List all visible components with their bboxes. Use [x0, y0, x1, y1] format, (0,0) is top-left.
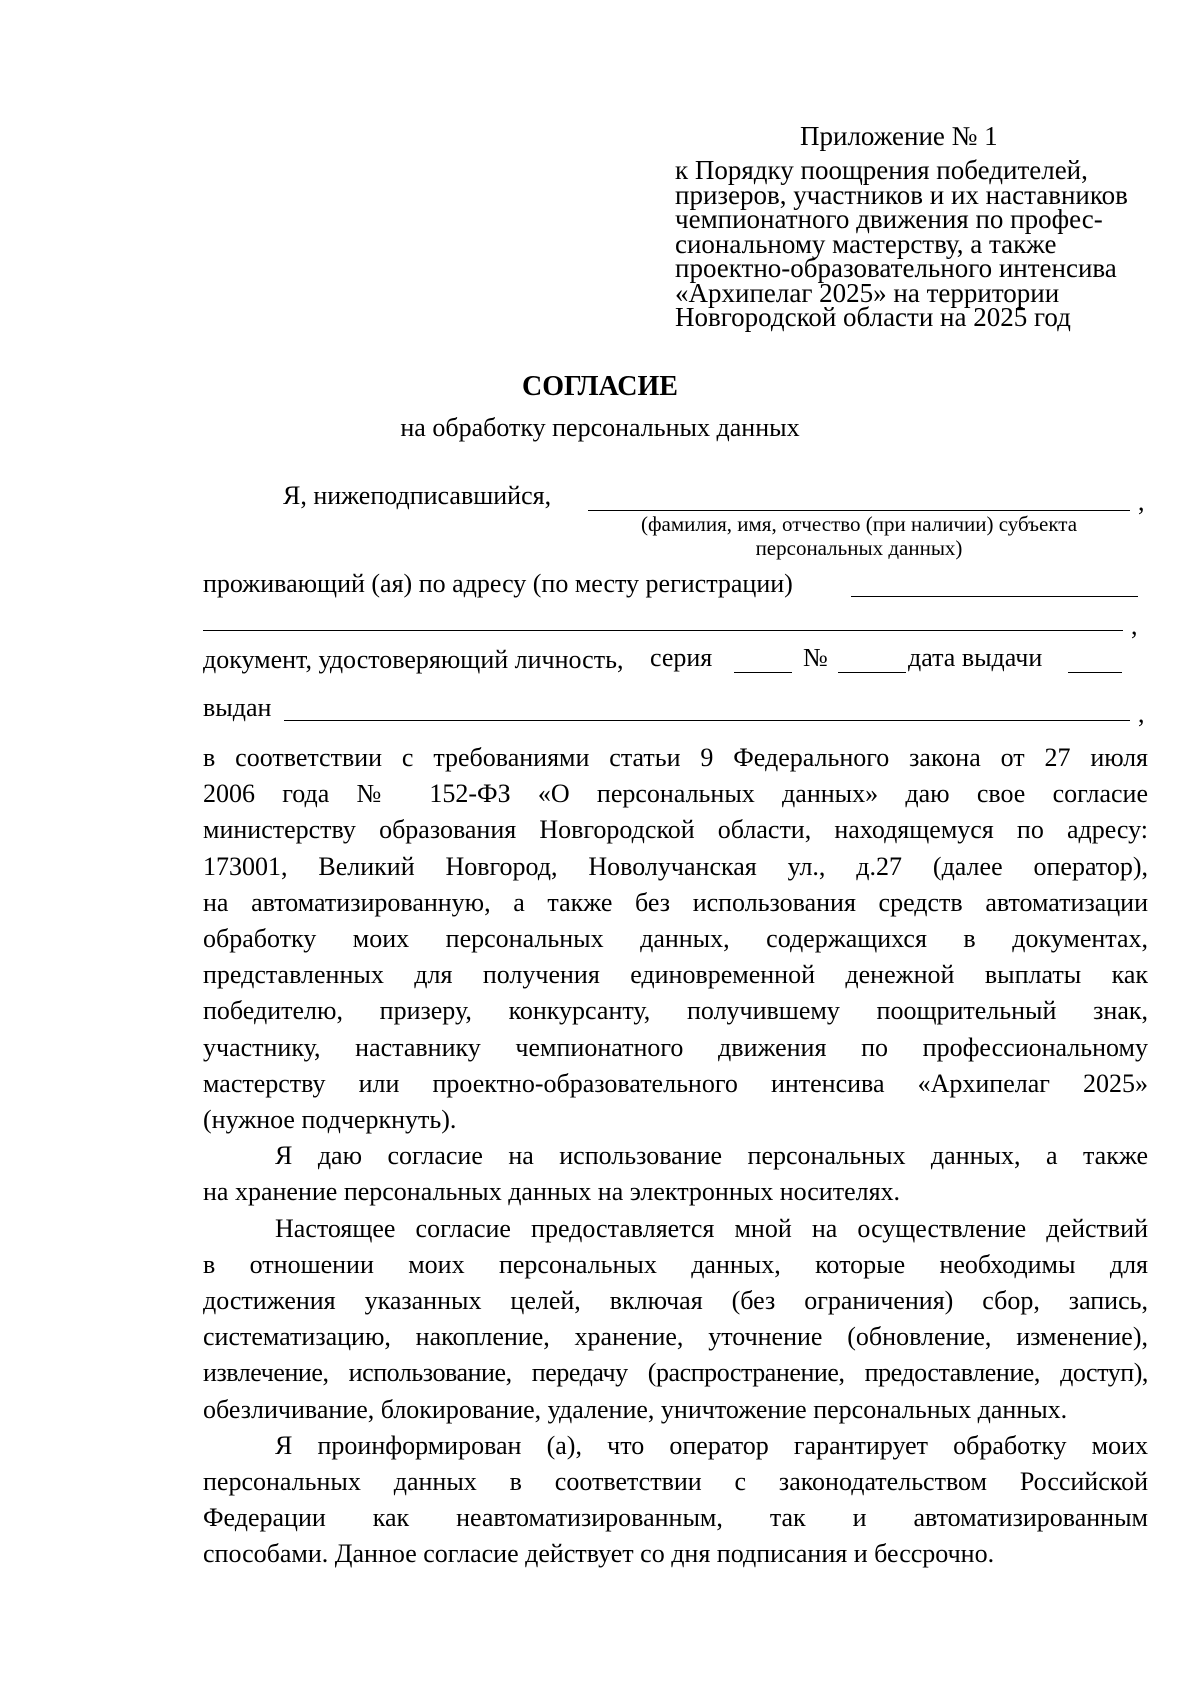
signer-name-field[interactable] — [588, 510, 1130, 511]
text-line: участнику, наставнику чемпионатного движения по профессиональному — [203, 1032, 1148, 1062]
text-line: Я проинформирован (а), что оператор гарантирует обработку моих — [275, 1430, 1148, 1460]
paragraph-guarantee — [203, 1428, 1148, 1573]
text-line: мастерству или проектно-образовательного интенсива «Архипелаг 2025» — [203, 1068, 1148, 1098]
appendix-description — [675, 155, 1145, 332]
text-line: обработку моих персональных данных, содержащихся в документах, — [203, 924, 1148, 954]
text-line: представленных для получения единовременной денежной выплаты как — [203, 960, 1148, 990]
document-title: СОГЛАСИЕ — [522, 371, 678, 402]
appendix-title: Приложение № 1 — [800, 121, 998, 151]
appendix-line: «Архипелаг 2025» на территории — [675, 277, 1060, 308]
text-line: способами. Данное согласие действует со дня подписания и бессрочно. — [203, 1539, 995, 1569]
signer-hint: персональных данных) — [755, 536, 963, 560]
text-line: извлечение, использование, передачу (распространение, предоставление, доступ), — [203, 1358, 1148, 1388]
text-line: систематизацию, накопление, хранение, уточнение (обновление, изменение), — [203, 1322, 1148, 1352]
address-label: проживающий (ая) по адресу (по месту регистрации) — [203, 569, 793, 598]
issued-by-label: выдан — [203, 693, 272, 722]
text-line: Настоящее согласие предоставляется мной на осуществление действий — [275, 1213, 1148, 1243]
comma: , — [1138, 699, 1145, 728]
text-line: 2006 года № 152-ФЗ «О персональных данных» даю свое согласие — [203, 779, 1148, 809]
paragraph-purpose — [203, 740, 1148, 1138]
appendix-line: призеров, участников и их наставников — [675, 179, 1128, 210]
text-line: в соответствии с требованиями статьи 9 Федерального закона от 27 июля — [203, 743, 1148, 772]
text-line: министерству образования Новгородской области, находящемуся по адресу: — [203, 815, 1148, 845]
issue-date-label: дата выдачи — [908, 643, 1043, 672]
document-subtitle: на обработку персональных данных — [400, 413, 800, 442]
text-line: на хранение персональных данных на электронных носителях. — [203, 1177, 901, 1207]
appendix-line: чемпионатного движения по профес- — [675, 204, 1103, 234]
issue-date-field[interactable] — [1068, 672, 1122, 673]
appendix-line: Новгородской области на 2025 год — [675, 302, 1071, 332]
address-field-continued[interactable] — [203, 630, 1123, 631]
address-field[interactable] — [851, 596, 1138, 597]
signer-label: Я, нижеподписавшийся, — [283, 481, 552, 510]
text-line: Я даю согласие на использование персональных данных, а также — [275, 1141, 1148, 1171]
signer-hint: (фамилия, имя, отчество (при наличии) субъекта — [640, 512, 1078, 536]
issued-by-field[interactable] — [284, 720, 1130, 721]
number-label: № — [803, 643, 828, 672]
text-line: персональных данных в соответствии с законодательством Российской — [203, 1467, 1148, 1497]
paragraph-actions — [203, 1211, 1148, 1428]
text-line: в отношении моих персональных данных, которые необходимы для — [203, 1249, 1148, 1279]
appendix-line: сиональному мастерству, а также — [675, 228, 1057, 259]
text-line: 173001, Великий Новгород, Новолучанская ул., д.27 (далее оператор), — [203, 851, 1148, 881]
number-field[interactable] — [838, 672, 906, 673]
comma: , — [1138, 487, 1145, 516]
text-line: победителю, призеру, конкурсанту, получившему поощрительный знак, — [203, 996, 1148, 1026]
text-line: Федерации как неавтоматизированным, так и автоматизированным — [203, 1503, 1148, 1533]
document-label: документ, удостоверяющий личность, — [203, 645, 624, 674]
appendix-line: к Порядку поощрения победителей, — [675, 155, 1088, 185]
paragraph-usage — [203, 1138, 1148, 1210]
text-line: на автоматизированную, а также без использования средств автоматизации — [203, 887, 1148, 917]
consent-body — [203, 740, 1148, 1573]
text-line: обезличивание, блокирование, удаление, уничтожение персональных данных. — [203, 1394, 1068, 1424]
series-field[interactable] — [734, 672, 792, 673]
comma: , — [1131, 611, 1138, 640]
appendix-line: проектно-образовательного интенсива — [675, 253, 1117, 283]
series-label: серия — [650, 643, 713, 672]
text-line: достижения указанных целей, включая (без ограничения) сбор, запись, — [203, 1286, 1148, 1316]
text-line: (нужное подчеркнуть). — [203, 1105, 457, 1135]
